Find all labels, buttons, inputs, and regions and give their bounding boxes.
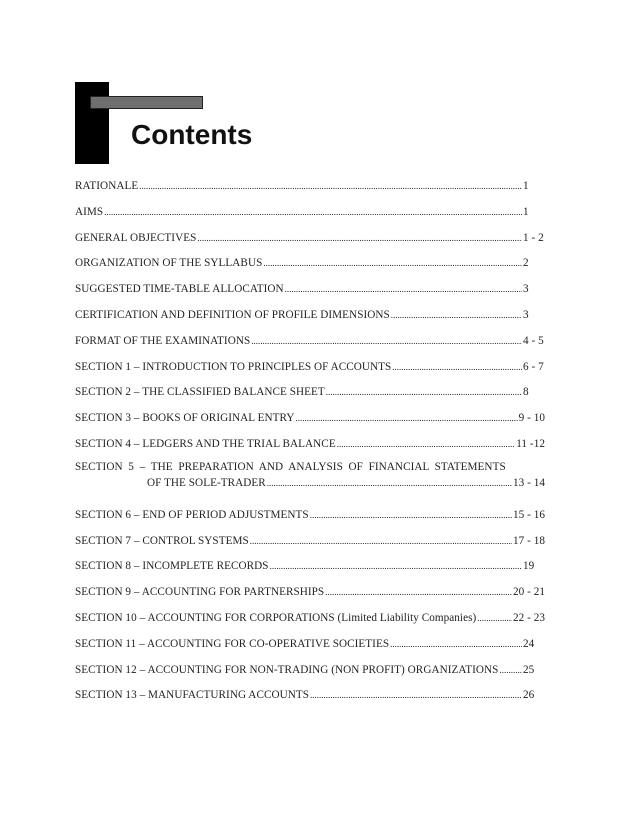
toc-entry-page: 8 [523, 386, 529, 399]
toc-leader-dots [310, 685, 522, 705]
toc-entry-page: 19 [523, 560, 535, 573]
toc-entry[interactable] [75, 331, 545, 357]
toc-entry[interactable] [75, 505, 545, 531]
toc-entry-page: 26 [523, 689, 535, 702]
toc-leader-dots [104, 202, 522, 222]
toc-leader-dots [139, 176, 522, 196]
toc-leader-dots [197, 228, 522, 248]
toc-entry-page: 1 [523, 180, 529, 192]
toc-entry-title: SECTION 12 – ACCOUNTING FOR NON-TRADING (NON PROFIT) ORGANIZATIONS [75, 663, 499, 676]
toc-leader-dots [285, 279, 522, 299]
toc-leader-dots [391, 305, 522, 325]
toc-entry[interactable] [75, 305, 545, 331]
toc-leader-dots [267, 475, 512, 491]
toc-entry-title: CERTIFICATION AND DEFINITION OF PROFILE DIMENSIONS [75, 308, 390, 321]
toc-entry[interactable] [75, 685, 545, 711]
toc-entry[interactable] [75, 660, 545, 686]
toc-entry-title: GENERAL OBJECTIVES [75, 231, 197, 244]
toc-entry-page: 17 - 18 [512, 534, 545, 547]
toc-entry-title: AIMS [75, 205, 104, 218]
toc-entry[interactable] [75, 531, 545, 557]
toc-entry-title: SECTION 5 – THE PREPARATION AND ANALYSIS OF FINANCIAL STATEMENTS [75, 460, 506, 473]
toc-leader-dots [477, 608, 512, 628]
toc-entry-title: SECTION 9 – ACCOUNTING FOR PARTNERSHIPS [75, 586, 325, 599]
toc-entry-title: SUGGESTED TIME-TABLE ALLOCATION [75, 283, 284, 296]
toc-entry-page: 15 - 16 [512, 508, 545, 521]
toc-entry-page: 2 [523, 257, 529, 270]
toc-entry-page: 20 - 21 [512, 586, 545, 599]
header-black-bar [75, 82, 109, 164]
toc-entry-title: SECTION 2 – THE CLASSIFIED BALANCE SHEET [75, 386, 325, 399]
toc-leader-dots [250, 531, 512, 551]
toc-entry[interactable] [75, 202, 545, 228]
toc-entry-title: SECTION 4 – LEDGERS AND THE TRIAL BALANCE [75, 437, 336, 450]
table-of-contents [75, 176, 545, 711]
toc-leader-dots [499, 660, 522, 680]
toc-leader-dots [392, 357, 522, 377]
toc-entry-title: SECTION 11 – ACCOUNTING FOR CO-OPERATIVE SOCIETIES [75, 637, 390, 650]
toc-entry[interactable] [75, 357, 545, 383]
toc-entry-page: 25 [523, 663, 535, 676]
toc-leader-dots [390, 634, 522, 654]
toc-entry-title: SECTION 3 – BOOKS OF ORIGINAL ENTRY [75, 412, 295, 425]
toc-entry-title: RATIONALE [75, 180, 139, 192]
toc-entry-title: SECTION 13 – MANUFACTURING ACCOUNTS [75, 689, 310, 702]
toc-leader-dots [325, 582, 512, 602]
toc-leader-dots [263, 253, 522, 273]
toc-leader-dots [337, 434, 515, 454]
toc-entry[interactable] [75, 176, 545, 202]
toc-leader-dots [326, 382, 522, 402]
toc-entry-page: 1 [523, 205, 529, 218]
toc-entry[interactable] [75, 460, 545, 505]
toc-entry-subtitle: OF THE SOLE-TRADER [147, 476, 266, 489]
toc-entry-title: FORMAT OF THE EXAMINATIONS [75, 334, 251, 347]
toc-leader-dots [270, 556, 522, 576]
toc-entry-title: SECTION 8 – INCOMPLETE RECORDS [75, 560, 269, 573]
toc-entry[interactable] [75, 556, 545, 582]
toc-entry-title: SECTION 1 – INTRODUCTION TO PRINCIPLES OF ACCOUNTS [75, 360, 392, 373]
toc-entry-title: SECTION 7 – CONTROL SYSTEMS [75, 534, 249, 547]
toc-leader-dots [296, 408, 518, 428]
toc-entry-page: 3 [523, 308, 529, 321]
toc-entry-page: 9 - 10 [518, 412, 545, 425]
toc-leader-dots [251, 331, 522, 351]
toc-leader-dots [310, 505, 512, 525]
toc-entry[interactable] [75, 228, 545, 254]
header-grey-bar [90, 96, 203, 109]
toc-entry-page: 22 - 23 [512, 611, 545, 624]
toc-entry-title: SECTION 10 – ACCOUNTING FOR CORPORATIONS (Limited Liability Companies) [75, 611, 477, 624]
toc-entry[interactable] [75, 279, 545, 305]
toc-entry-page: 4 - 5 [523, 334, 544, 347]
toc-entry[interactable] [75, 434, 545, 460]
toc-entry-page: 24 [523, 637, 535, 650]
toc-entry-page: 13 - 14 [512, 476, 545, 489]
toc-entry-page: 3 [523, 283, 529, 296]
toc-entry[interactable] [75, 608, 545, 634]
toc-entry[interactable] [75, 382, 545, 408]
toc-entry[interactable] [75, 408, 545, 434]
page-title: Contents [131, 119, 253, 150]
toc-entry-continuation [75, 475, 545, 491]
toc-entry-title: SECTION 6 – END OF PERIOD ADJUSTMENTS [75, 508, 309, 521]
toc-entry-title: ORGANIZATION OF THE SYLLABUS [75, 257, 263, 270]
toc-entry[interactable] [75, 582, 545, 608]
toc-entry[interactable] [75, 634, 545, 660]
toc-entry-page: 6 - 7 [523, 360, 544, 373]
toc-entry[interactable] [75, 253, 545, 279]
toc-entry-page: 11 -12 [516, 437, 545, 450]
toc-entry-page: 1 - 2 [523, 231, 544, 244]
